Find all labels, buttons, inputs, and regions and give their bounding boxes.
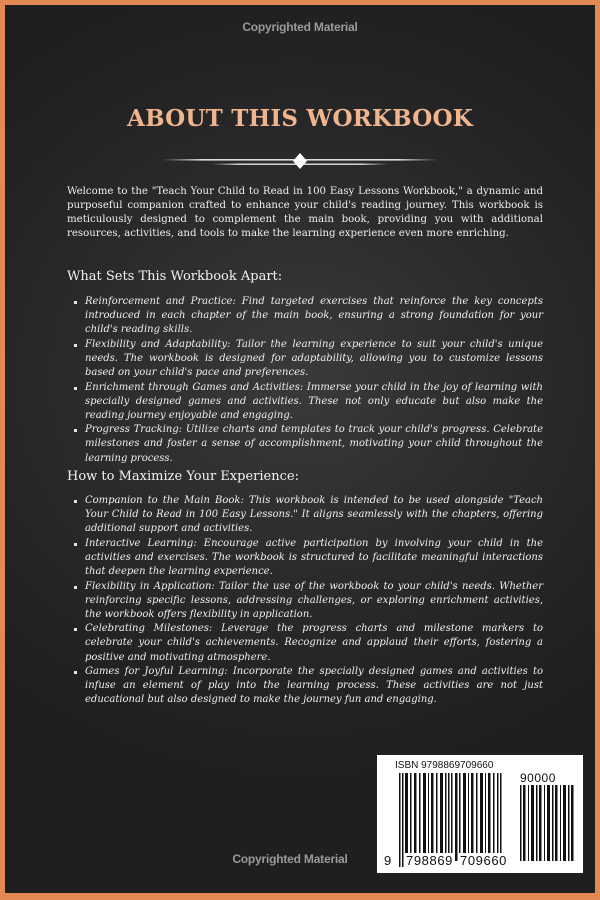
list-item: Enrichment through Games and Activities: Immerse your child in the joy of learning with specially designed games and activities. These not only educate but also make the reading journey enjoyable and engaging.	[85, 381, 543, 423]
section-heading-maximize: How to Maximize Your Experience:	[67, 469, 299, 484]
list-item: Reinforcement and Practice: Find targeted exercises that reinforce the key concepts introduced in each chapter of the main book, ensuring a strong foundation for your child's reading skills.	[85, 295, 543, 337]
intro-paragraph: Welcome to the "Teach Your Child to Read in 100 Easy Lessons Workbook," a dynamic and purposeful companion crafted to enhance your child's reading journey. This workbook is meticulously designed to complement the main book, providing you with additional resources, activities, and tools to make the learning experience even more enriching.	[67, 186, 543, 240]
copyright-watermark-top: Copyrighted Material	[242, 20, 358, 34]
addon-barcode-bars-icon	[520, 785, 576, 861]
isbn-label: ISBN 9798869709660	[395, 760, 494, 771]
copyright-watermark-bottom: Copyrighted Material	[232, 852, 348, 866]
list-item: Interactive Learning: Encourage active participation by involving your child in the activities and exercises. The workbook is structured to facilitate meaningful interactions that deepen the learning experience.	[85, 537, 543, 579]
list-item: Flexibility and Adaptability: Tailor the learning experience to suit your child's unique needs. The workbook is designed for adaptability, allowing you to customize lessons based on your child's pace and preferences.	[85, 338, 543, 380]
list-item: Celebrating Milestones: Leverage the progress charts and milestone markers to celebrate your child's achievements. Recognize and applaud their efforts, fostering a positive and motivating atmosphere.	[85, 622, 543, 664]
barcode-digits-right: 709660	[460, 853, 507, 868]
diamond-divider-icon	[150, 151, 450, 171]
page-title: ABOUT THIS WORKBOOK	[127, 105, 473, 132]
section-heading-apart: What Sets This Workbook Apart:	[67, 269, 283, 284]
maximize-bullet-list	[85, 494, 543, 708]
list-item: Games for Joyful Learning: Incorporate the specially designed games and activities to infuse an element of play into the learning process. These activities are not just educational but also designed to make the journey fun and engaging.	[85, 665, 543, 707]
book-back-cover	[5, 5, 595, 893]
price-code: 90000	[520, 771, 556, 785]
list-item: Progress Tracking: Utilize charts and templates to track your child's progress. Celebrate milestones and foster a sense of accomplishment, motivating your child throughout the learning process.	[85, 423, 543, 465]
list-item: Companion to the Main Book: This workbook is intended to be used alongside "Teach Your Child to Read in 100 Easy Lessons." It aligns seamlessly with the chapters, offering additional support and activities.	[85, 494, 543, 536]
apart-bullet-list	[85, 295, 543, 466]
barcode-digits-left: 798869	[406, 853, 453, 868]
barcode-digit-prefix: 9	[384, 853, 392, 868]
list-item: Flexibility in Application: Tailor the use of the workbook to your child's needs. Whether reinforcing specific lessons, addressing challenges, or exploring enrichment activities, the workbook offers flexibility in application.	[85, 580, 543, 622]
